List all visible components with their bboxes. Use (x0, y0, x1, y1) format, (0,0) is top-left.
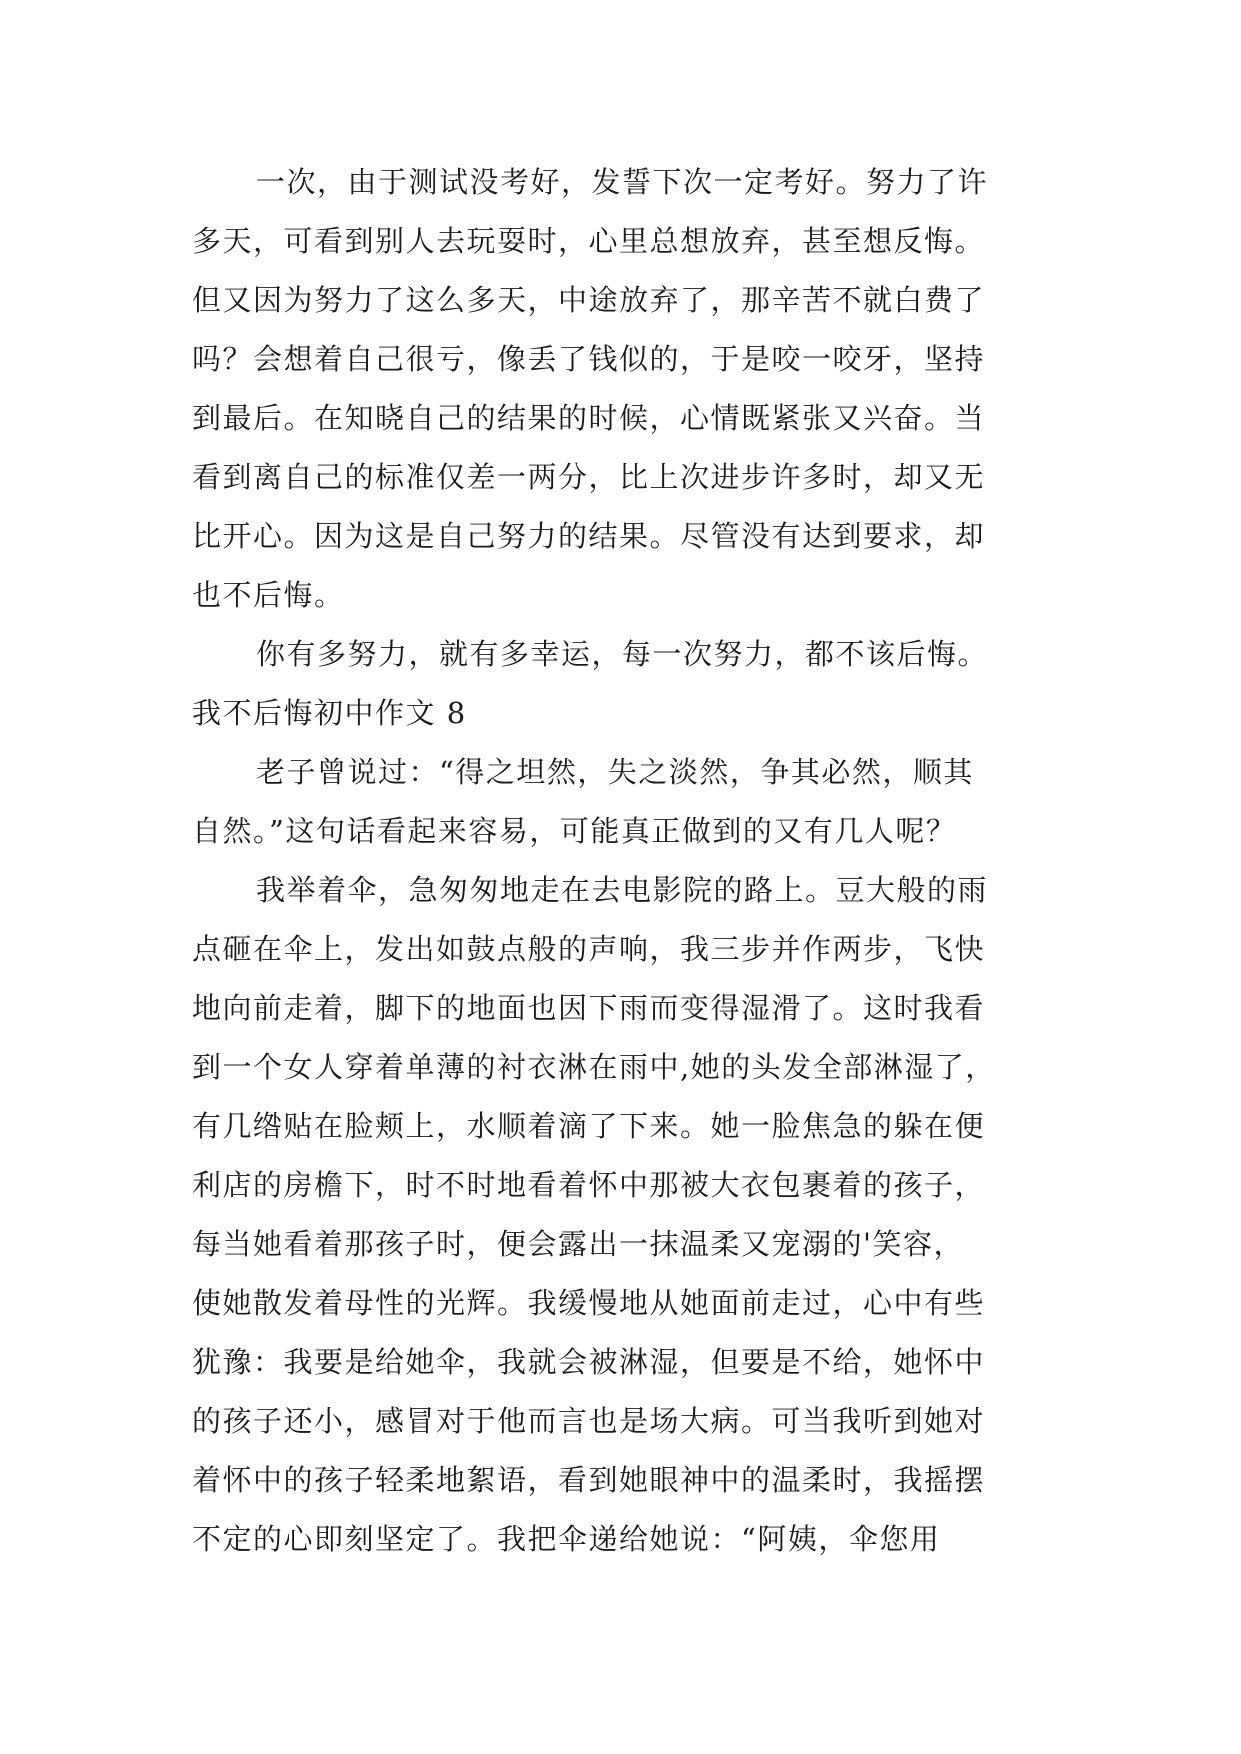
paragraph-line: 老子曾说过：“得之坦然，失之淡然，争其必然，顺其 (256, 755, 974, 789)
paragraph-line: 自然。”这句话看起来容易，可能真正做到的又有几人呢？ (192, 814, 957, 848)
paragraph-line: 一次，由于测试没考好，发誓下次一定考好。努力了许 (256, 165, 989, 199)
paragraph-line: 利店的房檐下，时不时地看着怀中那被大衣包裹着的孩子， (192, 1168, 986, 1202)
paragraph-line: 有几绺贴在脸颊上，水顺着滴了下来。她一脸焦急的躲在便 (192, 1109, 986, 1143)
paragraph-line: 比开心。因为这是自己努力的结果。尽管没有达到要求，却 (192, 519, 986, 553)
section-heading: 我不后悔初中作文 8 (192, 696, 467, 730)
paragraph-line: 你有多努力，就有多幸运，每一次努力，都不该后悔。 (256, 637, 989, 671)
paragraph-line: 着怀中的孩子轻柔地絮语，看到她眼神中的温柔时，我摇摆 (192, 1463, 986, 1497)
paragraph-line: 不定的心即刻坚定了。我把伞递给她说：“阿姨，伞您用 (192, 1522, 941, 1556)
paragraph-line: 我举着伞，急匆匆地走在去电影院的路上。豆大般的雨 (256, 873, 989, 907)
paragraph-line: 吗？会想着自己很亏，像丢了钱似的，于是咬一咬牙，坚持 (192, 342, 986, 376)
paragraph-line: 犹豫：我要是给她伞，我就会被淋湿，但要是不给，她怀中 (192, 1345, 986, 1379)
paragraph-line: 点砸在伞上，发出如鼓点般的声响，我三步并作两步，飞快 (192, 932, 986, 966)
paragraph-line: 使她散发着母性的光辉。我缓慢地从她面前走过，心中有些 (192, 1286, 986, 1320)
paragraph-line: 到最后。在知晓自己的结果的时候，心情既紧张又兴奋。当 (192, 401, 986, 435)
paragraph-line: 的孩子还小，感冒对于他而言也是场大病。可当我听到她对 (192, 1404, 986, 1438)
paragraph-line: 也不后悔。 (192, 578, 345, 612)
paragraph-line: 每当她看着那孩子时，便会露出一抹温柔又宠溺的'笑容， (192, 1227, 964, 1261)
paragraph-line: 到一个女人穿着单薄的衬衣淋在雨中,她的头发全部淋湿了， (192, 1050, 996, 1084)
paragraph-line: 地向前走着，脚下的地面也因下雨而变得湿滑了。这时我看 (192, 991, 986, 1025)
paragraph-line: 看到离自己的标准仅差一两分，比上次进步许多时，却又无 (192, 460, 986, 494)
paragraph-line: 多天，可看到别人去玩耍时，心里总想放弃，甚至想反悔。 (192, 224, 986, 258)
paragraph-line: 但又因为努力了这么多天，中途放弃了，那辛苦不就白费了 (192, 283, 986, 317)
